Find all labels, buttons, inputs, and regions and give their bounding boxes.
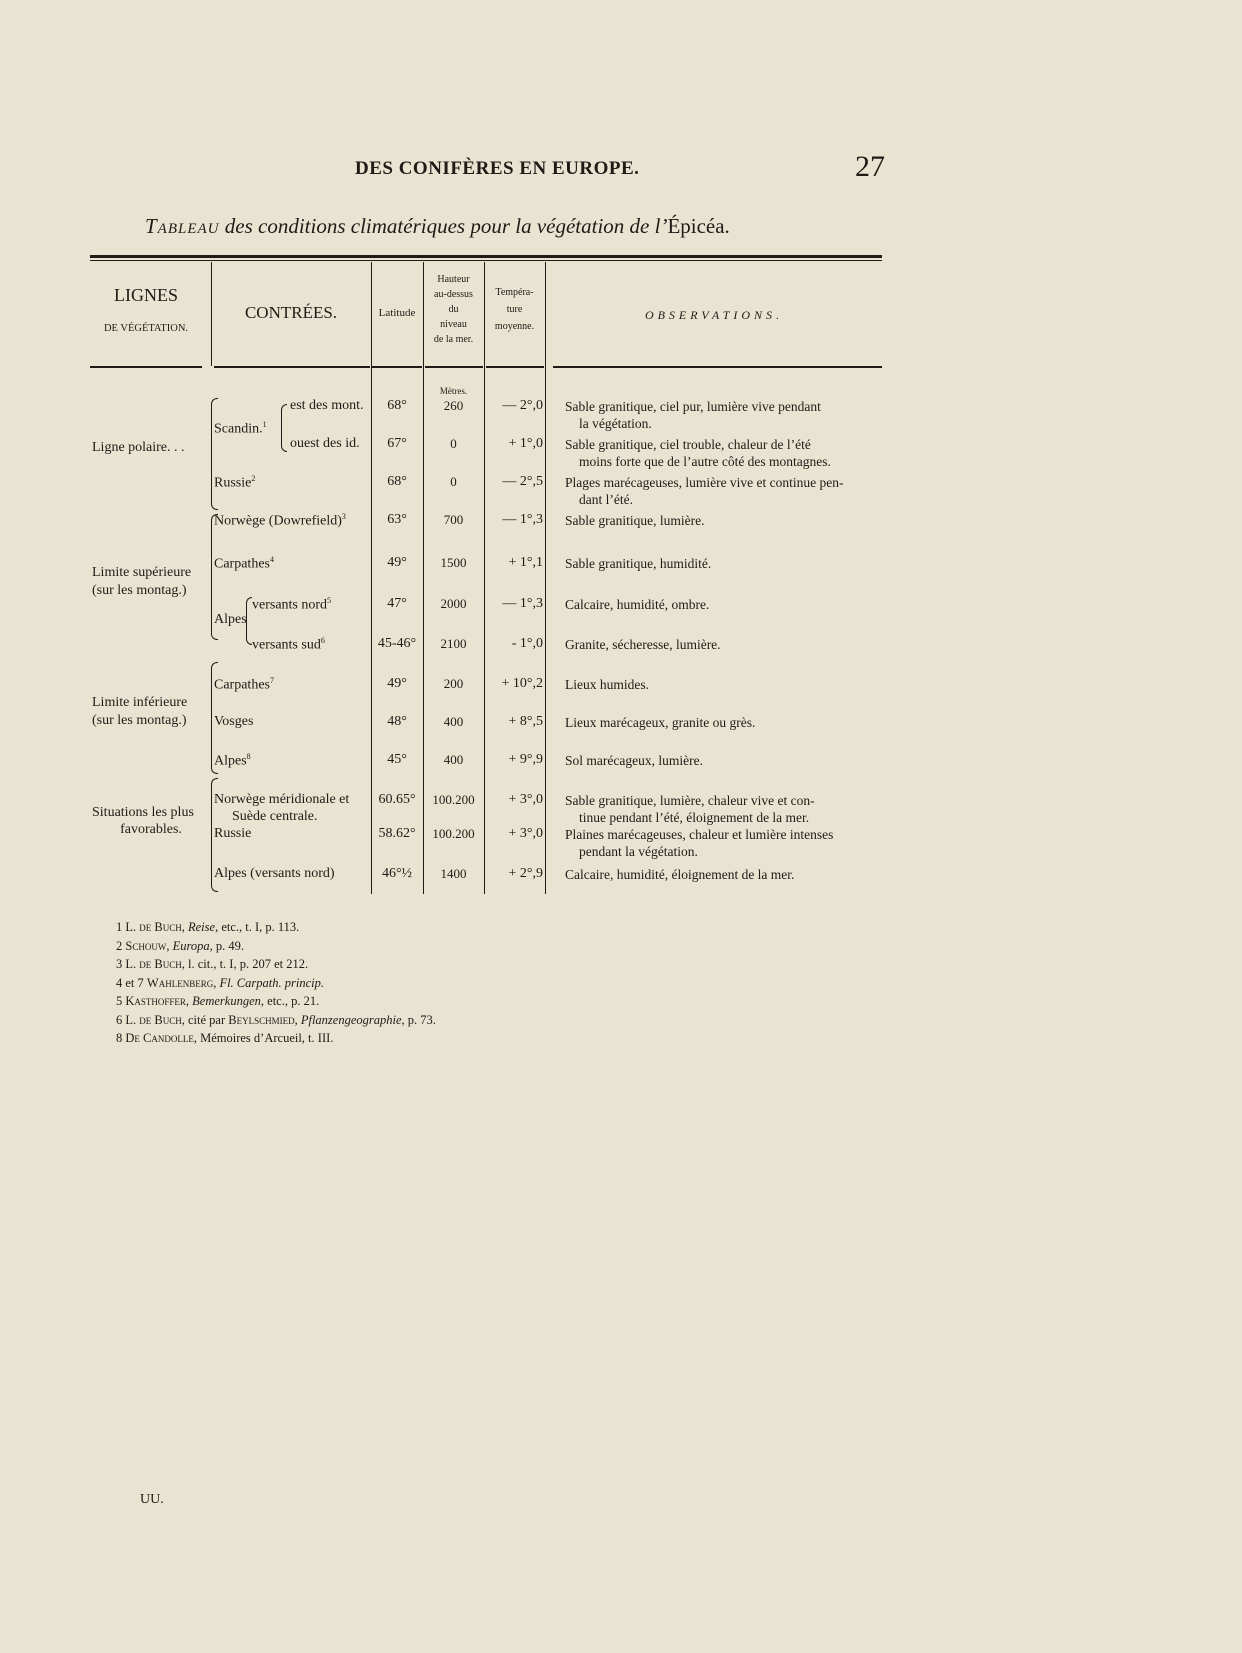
header-temp-2: ture — [506, 304, 523, 315]
row-observation — [565, 826, 895, 860]
row-temperature: + 2°,9 — [508, 866, 543, 881]
row-contree — [252, 636, 325, 654]
observation-line: Sable granitique, lumière, chaleur vive et con- — [565, 793, 815, 808]
row-note-ref: 5 — [327, 596, 332, 605]
group-inferieure-1: Limite inférieure — [92, 695, 188, 710]
row-note-ref: 8 — [246, 752, 251, 761]
header-contrees: CONTRÉES. — [244, 303, 338, 322]
row-contree — [214, 792, 349, 808]
title-part1: Tableau — [145, 214, 220, 238]
fn-work: Pflanzengeographie — [300, 1012, 402, 1027]
fn-num: 6 — [116, 1012, 123, 1027]
row-observation — [565, 474, 895, 508]
group-favorables-1: Situations les plus — [92, 805, 194, 820]
row-note-ref: 3 — [341, 512, 346, 521]
fn-num: 4 et 7 — [116, 975, 144, 990]
row-note-ref: 2 — [251, 474, 256, 483]
fn-author: Schouw — [125, 938, 167, 953]
observation-line: Lieux marécageux, granite ou grès. — [565, 715, 756, 730]
row-temperature: + 8°,5 — [508, 714, 543, 729]
row-contree-label: versants sud — [252, 637, 321, 653]
row-latitude: 49° — [387, 676, 407, 691]
observation-line: tinue pendant l’été, éloignement de la mer. — [579, 810, 810, 825]
row-temperature: + 3°,0 — [508, 792, 543, 807]
running-head: DES CONIFÈRES EN EUROPE. — [355, 158, 640, 179]
header-rule — [425, 366, 483, 368]
header-hauteur-3: du — [448, 304, 459, 315]
row-hauteur: 700 — [443, 512, 464, 527]
row-contree — [252, 596, 331, 614]
row-temperature: + 9°,9 — [508, 752, 543, 767]
sub-scandin-label: Scandin. — [214, 421, 263, 437]
fn-ref: , etc., p. 21. — [260, 994, 320, 1008]
row-contree-label: Vosges — [214, 714, 254, 729]
row-observation — [565, 866, 895, 883]
row-latitude: 68° — [387, 398, 407, 413]
row-observation — [565, 436, 895, 470]
row-contree-label: Carpathes — [214, 556, 270, 572]
footnote — [116, 992, 436, 1011]
row-contree-label: Norwège (Dowrefield) — [214, 513, 342, 529]
row-contree — [214, 866, 335, 882]
row-contree — [214, 752, 251, 770]
header-hauteur-2: au-dessus — [434, 289, 473, 300]
col-line — [545, 262, 546, 894]
group-superieure-1: Limite supérieure — [92, 565, 192, 580]
row-contree — [214, 826, 251, 842]
header-latitude: Latitude — [378, 307, 416, 319]
row-temperature: — 1°,3 — [502, 512, 543, 527]
header-temp-3: moyenne. — [494, 321, 535, 332]
row-temperature: — 1°,3 — [502, 596, 543, 611]
row-hauteur: 100.200 — [432, 792, 475, 807]
header-rule — [372, 366, 422, 368]
row-hauteur: 2000 — [440, 596, 467, 611]
title-part3: Épicéa. — [667, 214, 730, 238]
fn-num: 1 — [116, 920, 123, 934]
row-hauteur: 400 — [443, 714, 464, 729]
header-de-vegetation: DE VÉGÉTATION. — [103, 323, 189, 334]
row-observation — [565, 555, 895, 572]
signature-mark: UU. — [140, 1492, 164, 1507]
fn-author: Wahlenberg — [146, 975, 214, 990]
fn-work: Europa — [172, 938, 210, 953]
row-hauteur: 0 — [450, 474, 457, 489]
fn-sep: , — [166, 938, 173, 953]
observation-line: Granite, sécheresse, lumière. — [565, 637, 721, 652]
fn-author2: Beylschmied — [228, 1012, 295, 1027]
row-hauteur: 2100 — [440, 636, 467, 651]
metres-label: Mètres. — [439, 386, 468, 396]
row-hauteur: 260 — [443, 398, 464, 413]
footnote — [116, 918, 436, 937]
row-contree — [214, 676, 274, 694]
group-superieure-2: (sur les montag.) — [92, 583, 187, 598]
group-polaire: Ligne polaire. . . — [92, 440, 185, 455]
observation-line: Plages marécageuses, lumière vive et continue pen- — [565, 475, 844, 490]
row-contree — [290, 436, 360, 452]
fn-sep: , l. cit., t. I, p. 207 et 212. — [181, 957, 309, 971]
fn-author: L. de Buch — [125, 957, 182, 971]
footnote — [116, 974, 436, 993]
group-inferieure-2: (sur les montag.) — [92, 713, 187, 728]
observation-line: Lieux humides. — [565, 677, 649, 692]
row-latitude: 63° — [387, 512, 407, 527]
row-temperature: - 1°,0 — [511, 636, 543, 651]
fn-ref: , p. 73. — [401, 1012, 436, 1027]
fn-num: 8 — [116, 1031, 123, 1045]
observation-line: Sable granitique, lumière. — [565, 513, 705, 528]
row-observation — [565, 398, 895, 432]
observation-line: Calcaire, humidité, éloignement de la mer. — [565, 867, 795, 882]
row-latitude: 68° — [387, 474, 407, 489]
row-temperature: — 2°,5 — [502, 474, 543, 489]
row-latitude: 49° — [387, 555, 407, 570]
row-contree-label: Norwège méridionale et — [214, 792, 350, 807]
fn-sep: , Mémoires d’Arcueil, t. III. — [193, 1031, 334, 1045]
row-note-ref: 7 — [269, 676, 274, 685]
fn-author: L. de Buch — [125, 920, 182, 934]
row-temperature: + 10°,2 — [501, 676, 543, 691]
header-rule — [90, 366, 202, 368]
brace-scandin — [281, 404, 287, 452]
row-latitude: 45° — [387, 752, 407, 767]
observation-line: Sable granitique, ciel pur, lumière vive pendant — [565, 399, 821, 414]
fn-work: Reise — [187, 920, 216, 934]
row-latitude: 60.65° — [378, 792, 416, 807]
fn-work: Fl. Carpath. princip. — [219, 975, 324, 990]
row-contree-label: Russie — [214, 475, 252, 491]
observation-line: pendant la végétation. — [579, 844, 698, 859]
row-contree-label: Russie — [214, 826, 252, 841]
row-contree — [290, 398, 364, 414]
footnote — [116, 955, 436, 974]
row-hauteur: 1500 — [440, 555, 467, 570]
row-note-ref: 6 — [320, 636, 325, 645]
row-contree — [214, 555, 274, 573]
observation-line: moins forte que de l’autre côté des montagnes. — [579, 454, 831, 469]
fn-sep: , — [181, 920, 188, 934]
row-temperature: — 2°,0 — [502, 398, 543, 413]
header-lignes: LIGNES — [114, 285, 178, 305]
row-observation — [565, 636, 895, 653]
header-temp-1: Tempéra- — [495, 287, 534, 298]
table-title — [145, 214, 905, 239]
observation-line: dant l’été. — [579, 492, 633, 507]
row-temperature: + 1°,1 — [508, 555, 543, 570]
title-part2: des conditions climatériques pour la végétation de l’ — [219, 214, 668, 238]
row-observation — [565, 512, 895, 529]
row-hauteur: 1400 — [440, 866, 467, 881]
fn-num: 2 — [116, 938, 123, 953]
page-number: 27 — [855, 150, 885, 183]
observation-line: Calcaire, humidité, ombre. — [565, 597, 710, 612]
sub-scandin — [214, 420, 267, 438]
row-latitude: 46°½ — [381, 866, 413, 881]
observation-line: Sable granitique, humidité. — [565, 556, 712, 571]
row-observation — [565, 792, 895, 826]
observation-line: Sol marécageux, lumière. — [565, 753, 703, 768]
footnote — [116, 1029, 436, 1048]
row-temperature: + 3°,0 — [508, 826, 543, 841]
brace-polaire — [211, 398, 218, 510]
row-latitude: 48° — [387, 714, 407, 729]
row-contree — [214, 512, 346, 530]
row-latitude: 58.62° — [378, 826, 416, 841]
row-observation — [565, 596, 895, 613]
row-contree-label: Carpathes — [214, 677, 270, 693]
row-latitude: 67° — [387, 436, 407, 451]
row-contree — [214, 714, 253, 730]
header-hauteur-5: de la mer. — [433, 334, 474, 345]
row-contree-label: Alpes — [214, 753, 247, 769]
row-contree-cont: Suède centrale. — [232, 809, 318, 824]
header-hauteur-4: niveau — [440, 319, 467, 330]
footnotes — [116, 918, 436, 1048]
row-observation — [565, 676, 895, 693]
row-hauteur: 200 — [443, 676, 464, 691]
sub-alpes: Alpes — [214, 612, 247, 627]
header-rule — [553, 366, 882, 368]
fn-ref: , etc., t. I, p. 113. — [215, 920, 300, 934]
row-hauteur: 400 — [443, 752, 464, 767]
footnote — [116, 937, 436, 956]
header-observations: OBSERVATIONS. — [644, 308, 784, 322]
top-rule-thick — [90, 255, 882, 258]
fn-author: L. de Buch — [125, 1012, 182, 1027]
row-observation — [565, 714, 895, 731]
row-latitude: 47° — [387, 596, 407, 611]
row-contree-label: versants nord — [252, 597, 328, 613]
row-contree-label: Alpes (versants nord) — [214, 866, 335, 881]
row-hauteur: 100.200 — [432, 826, 475, 841]
row-contree — [214, 474, 255, 492]
fn-sep2: , — [294, 1012, 301, 1027]
group-favorables-2: favorables. — [120, 822, 182, 837]
header-hauteur-1: Hauteur — [437, 274, 470, 285]
sub-scandin-note: 1 — [262, 420, 267, 429]
fn-sep: , — [185, 994, 193, 1008]
footnote — [116, 1011, 436, 1030]
fn-num: 5 — [116, 994, 123, 1008]
observation-line: Plaines marécageuses, chaleur et lumière intenses — [565, 827, 834, 842]
fn-ref: , p. 49. — [209, 938, 244, 953]
row-temperature: + 1°,0 — [508, 436, 543, 451]
observation-line: la végétation. — [579, 416, 652, 431]
top-rule-thin — [90, 260, 882, 261]
header-rule — [486, 366, 544, 368]
row-contree-label: ouest des id. — [290, 436, 360, 451]
row-note-ref: 4 — [269, 555, 274, 564]
fn-author: Kasthoffer — [125, 994, 186, 1008]
row-contree-label: est des mont. — [290, 398, 364, 413]
row-hauteur: 0 — [450, 436, 457, 451]
header-rule — [214, 366, 370, 368]
row-latitude: 45-46° — [377, 636, 417, 651]
fn-work: Bemerkungen — [192, 994, 261, 1008]
fn-sep: , — [213, 975, 220, 990]
observation-line: Sable granitique, ciel trouble, chaleur de l’été — [565, 437, 811, 452]
fn-num: 3 — [116, 957, 123, 971]
row-observation — [565, 752, 895, 769]
fn-sep: , cité par — [181, 1012, 229, 1027]
fn-author: De Candolle — [125, 1031, 194, 1045]
